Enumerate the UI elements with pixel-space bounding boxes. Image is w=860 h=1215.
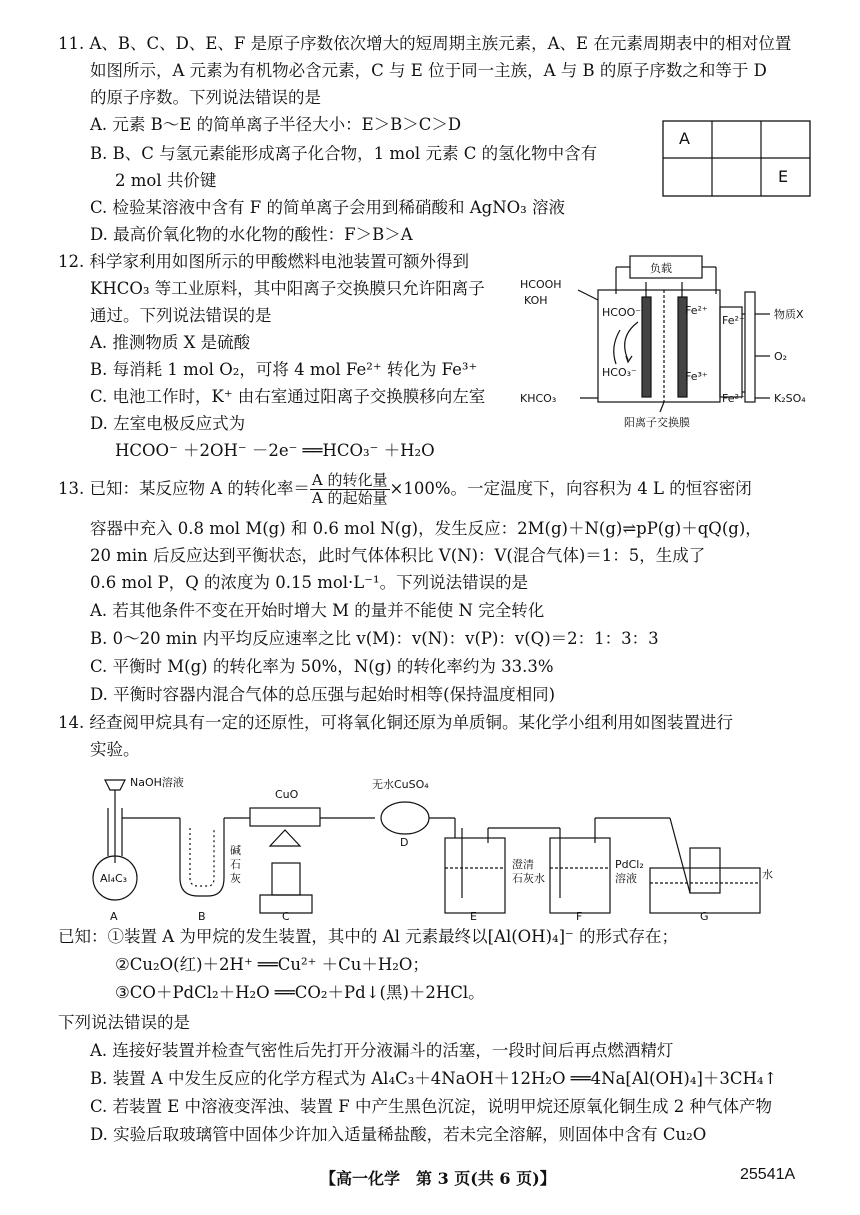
q14-known-3: ③CO＋PdCl₂＋H₂O ══CO₂＋Pd↓(黑)＋2HCl。 bbox=[115, 983, 485, 1002]
label-al4c3: Al₄C₃ bbox=[100, 872, 128, 885]
fraction-denominator: A 的起始量 bbox=[311, 489, 388, 507]
q12-option-d-line2: HCOO⁻ ＋2OH⁻ －2e⁻ ══HCO₃⁻ ＋H₂O bbox=[115, 441, 435, 460]
label-water: 水 bbox=[762, 868, 773, 881]
q13-stem-suffix: ×100%。一定温度下，向容积为 4 L 的恒容密闭 bbox=[389, 479, 752, 498]
label-k2so4: K₂SO₄ bbox=[774, 392, 806, 405]
label-g: G bbox=[700, 910, 709, 923]
q14-option-d: D. 实验后取玻璃管中固体少许加入适量稀盐酸，若未完全溶解，则固体中含有 Cu₂O bbox=[90, 1125, 707, 1144]
q14-known-1: 已知：①装置 A 为甲烷的发生装置，其中的 Al 元素最终以[Al(OH)₄]⁻ 的形式存在； bbox=[58, 927, 679, 946]
label-fe2-left: Fe²⁺ bbox=[685, 304, 708, 317]
label-limewater-2: 石灰水 bbox=[512, 872, 545, 885]
q14-stem-line1: 14. 经查阅甲烷具有一定的还原性，可将氧化铜还原为单质铜。某化学小组利用如图装置进行 bbox=[58, 713, 733, 732]
q13-stem-line3: 20 min 后反应达到平衡状态，此时气体体积比 V(N)：V(混合气体)＝1：5，生成了 bbox=[90, 546, 706, 565]
label-pdcl2-1: PdCl₂ bbox=[615, 858, 644, 871]
q12-stem-line1: 12. 科学家利用如图所示的甲酸燃料电池装置可额外得到 bbox=[58, 252, 469, 271]
q14-stem-question: 下列说法错误的是 bbox=[58, 1013, 190, 1032]
label-naoh: NaOH溶液 bbox=[130, 776, 184, 789]
q13-option-a: A. 若其他条件不变在开始时增大 M 的量并不能使 N 完全转化 bbox=[90, 601, 545, 620]
label-cuso4: 无水CuSO₄ bbox=[372, 778, 429, 791]
q11-option-b-line2: 2 mol 共价键 bbox=[115, 171, 217, 190]
q11-option-b-line1: B. B、C 与氢元素能形成离子化合物，1 mol 元素 C 的氢化物中含有 bbox=[90, 144, 598, 163]
label-load: 负载 bbox=[650, 262, 672, 275]
q12-stem-line2: KHCO₃ 等工业原料，其中阳离子交换膜只允许阳离子 bbox=[90, 279, 485, 298]
table-cell-e: E bbox=[778, 167, 789, 186]
q11-option-a: A. 元素 B～E 的简单离子半径大小：E＞B＞C＞D bbox=[90, 115, 462, 134]
label-lime-2: 石 bbox=[230, 858, 241, 871]
q11-stem-line1: 11. A、B、C、D、E、F 是原子序数依次增大的短周期主族元素，A、E 在元素周期表中的相对位置 bbox=[58, 34, 792, 53]
q13-stem-line2: 容器中充入 0.8 mol M(g) 和 0.6 mol N(g)，发生反应：2M(g)＋N(g)⇌pP(g)＋qQ(g)， bbox=[90, 519, 762, 538]
paper-code: 25541A bbox=[740, 1166, 796, 1183]
q11-option-c: C. 检验某溶液中含有 F 的简单离子会用到稀硝酸和 AgNO₃ 溶液 bbox=[90, 198, 566, 217]
q13-option-c: C. 平衡时 M(g) 的转化率为 50%，N(g) 的转化率约为 33.3% bbox=[90, 657, 554, 676]
fuel-cell-diagram bbox=[520, 252, 850, 434]
label-koh: KOH bbox=[524, 294, 548, 307]
label-cuo: CuO bbox=[275, 788, 299, 801]
label-fe2-bottom: Fe²⁺ bbox=[722, 392, 745, 405]
q11-stem-line2: 如图所示，A 元素为有机物必含元素，C 与 E 位于同一主族，A 与 B 的原子序数之和等于 D bbox=[90, 61, 767, 80]
label-lime-3: 灰 bbox=[230, 872, 241, 885]
label-lime-1: 碱 bbox=[230, 844, 241, 857]
q14-option-c: C. 若装置 E 中溶液变浑浊、装置 F 中产生黑色沉淀，说明甲烷还原氧化铜生成 2 种气体产物 bbox=[90, 1097, 772, 1116]
table-cell-a: A bbox=[679, 129, 690, 148]
apparatus-diagram bbox=[90, 768, 790, 923]
label-a: A bbox=[110, 910, 118, 923]
q14-known-2: ②Cu₂O(红)＋2H⁺ ══Cu²⁺ ＋Cu＋H₂O； bbox=[115, 955, 429, 974]
q12-option-d-line1: D. 左室电极反应式为 bbox=[90, 414, 246, 433]
label-hcooh: HCOOH bbox=[520, 278, 562, 291]
q12-stem-line3: 通过。下列说法错误的是 bbox=[90, 306, 272, 325]
q11-stem-line3: 的原子序数。下列说法错误的是 bbox=[90, 88, 321, 107]
q11-option-d: D. 最高价氧化物的水化物的酸性：F＞B＞A bbox=[90, 225, 413, 244]
conversion-fraction bbox=[310, 472, 390, 507]
label-khco3: KHCO₃ bbox=[520, 392, 557, 405]
q14-stem-line2: 实验。 bbox=[90, 740, 140, 759]
label-hcoo: HCOO⁻ bbox=[602, 306, 642, 319]
q13-stem-line4: 0.6 mol P，Q 的浓度为 0.15 mol·L⁻¹。下列说法错误的是 bbox=[90, 573, 529, 592]
label-f: F bbox=[576, 910, 583, 923]
label-fe3: Fe³⁺ bbox=[685, 370, 708, 383]
label-fe2-top: Fe²⁺ bbox=[722, 314, 745, 327]
label-limewater-1: 澄清 bbox=[512, 858, 534, 871]
label-membrane: 阳离子交换膜 bbox=[624, 416, 690, 429]
label-substance-x: 物质X bbox=[774, 308, 804, 321]
q13-stem-line1 bbox=[58, 472, 752, 507]
q13-option-b: B. 0～20 min 内平均反应速率之比 v(M)：v(N)：v(P)：v(Q)＝2：1：3：3 bbox=[90, 629, 659, 648]
q14-option-a: A. 连接好装置并检查气密性后先打开分液漏斗的活塞，一段时间后再点燃酒精灯 bbox=[90, 1041, 674, 1060]
label-c: C bbox=[282, 910, 290, 923]
label-d: D bbox=[400, 836, 409, 849]
page-footer: 【高一化学 第 3 页(共 6 页)】 bbox=[320, 1169, 556, 1188]
q12-option-a: A. 推测物质 X 是硫酸 bbox=[90, 333, 251, 352]
q12-option-c: C. 电池工作时，K⁺ 由右室通过阳离子交换膜移向左室 bbox=[90, 387, 486, 406]
fraction-numerator: A 的转化量 bbox=[311, 471, 388, 489]
q13-stem-prefix: 13. 已知：某反应物 A 的转化率＝ bbox=[58, 479, 310, 498]
periodic-table-fragment bbox=[662, 120, 812, 198]
label-pdcl2-2: 溶液 bbox=[615, 872, 637, 885]
label-hco3: HCO₃⁻ bbox=[602, 366, 637, 379]
label-o2: O₂ bbox=[774, 350, 788, 363]
q13-option-d: D. 平衡时容器内混合气体的总压强与起始时相等(保持温度相同) bbox=[90, 685, 556, 704]
q12-option-b: B. 每消耗 1 mol O₂，可将 4 mol Fe²⁺ 转化为 Fe³⁺ bbox=[90, 360, 478, 379]
q14-option-b: B. 装置 A 中发生反应的化学方程式为 Al₄C₃＋4NaOH＋12H₂O ══4Na[Al(OH)₄]＋3CH₄↑ bbox=[90, 1069, 778, 1088]
label-e: E bbox=[470, 910, 477, 923]
label-b: B bbox=[198, 910, 206, 923]
